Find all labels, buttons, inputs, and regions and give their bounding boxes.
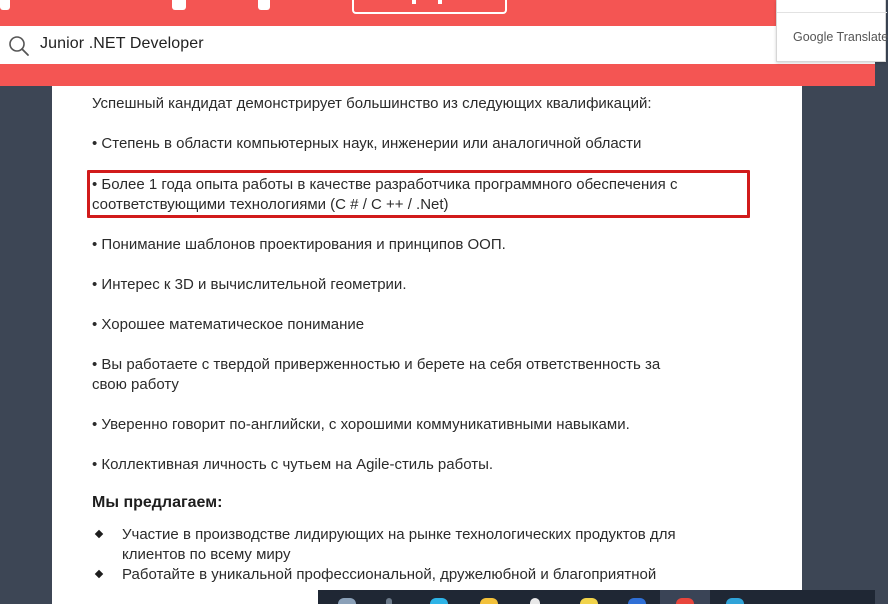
qualification-item: • Интерес к 3D и вычислительной геометрии. (92, 276, 407, 293)
offer-heading: Мы предлагаем: (92, 494, 223, 511)
google-translate-label: Google Translate (793, 30, 888, 44)
qualification-item: • Вы работаете с твердой приверженностью и берете на себя ответственность за (92, 356, 661, 373)
header-button[interactable] (352, 0, 507, 14)
search-input[interactable]: Junior .NET Developer (40, 35, 204, 52)
qualification-item: • Хорошее математическое понимание (92, 316, 365, 333)
offer-item: Участие в производстве лидирующих на рынке технологических продуктов для (122, 526, 676, 543)
taskbar-app-icon[interactable] (726, 598, 744, 604)
google-translate-popup[interactable] (776, 0, 886, 62)
nav-icon-1[interactable] (0, 0, 10, 10)
taskbar-app-icon[interactable] (338, 598, 356, 604)
offer-item: Работайте в уникальной профессиональной, дружелюбной и благоприятной (122, 566, 657, 583)
offer-item-continued: клиентов по всему миру (122, 546, 291, 563)
taskbar-app-icon[interactable] (628, 598, 646, 604)
qualification-item-continued: свою работу (92, 376, 179, 393)
taskbar-app-icon[interactable] (386, 598, 392, 604)
qualification-item: • Коллективная личность с чутьем на Agile-стиль работы. (92, 456, 494, 473)
highlight-box (87, 170, 750, 218)
bullet-diamond-icon (95, 530, 103, 538)
popup-divider (777, 12, 887, 13)
qualification-item-continued: соответствующими технологиями (C # / C ++ / .Net) (92, 196, 449, 213)
taskbar-app-icon[interactable] (676, 598, 694, 604)
taskbar (318, 590, 875, 604)
qualification-item: • Уверенно говорит по-английски, с хорошими коммуникативными навыками. (92, 416, 630, 433)
bullet-diamond-icon (95, 570, 103, 578)
nav-icon-2[interactable] (172, 0, 186, 10)
job-description (52, 86, 802, 604)
taskbar-app-icon[interactable] (580, 598, 598, 604)
search-bar[interactable] (0, 26, 875, 64)
nav-icon-3[interactable] (258, 0, 270, 10)
search-icon[interactable] (8, 35, 30, 57)
qualification-item: • Степень в области компьютерных наук, инженерии или аналогичной области (92, 135, 642, 152)
taskbar-app-icon[interactable] (530, 598, 540, 604)
taskbar-app-icon[interactable] (430, 598, 448, 604)
qualification-item: • Понимание шаблонов проектирования и принципов ООП. (92, 236, 506, 253)
taskbar-app-icon[interactable] (480, 598, 498, 604)
qualification-item: • Более 1 года опыта работы в качестве разработчика программного обеспечения с (92, 176, 678, 193)
intro-text: Успешный кандидат демонстрирует большинство из следующих квалификаций: (92, 95, 652, 112)
